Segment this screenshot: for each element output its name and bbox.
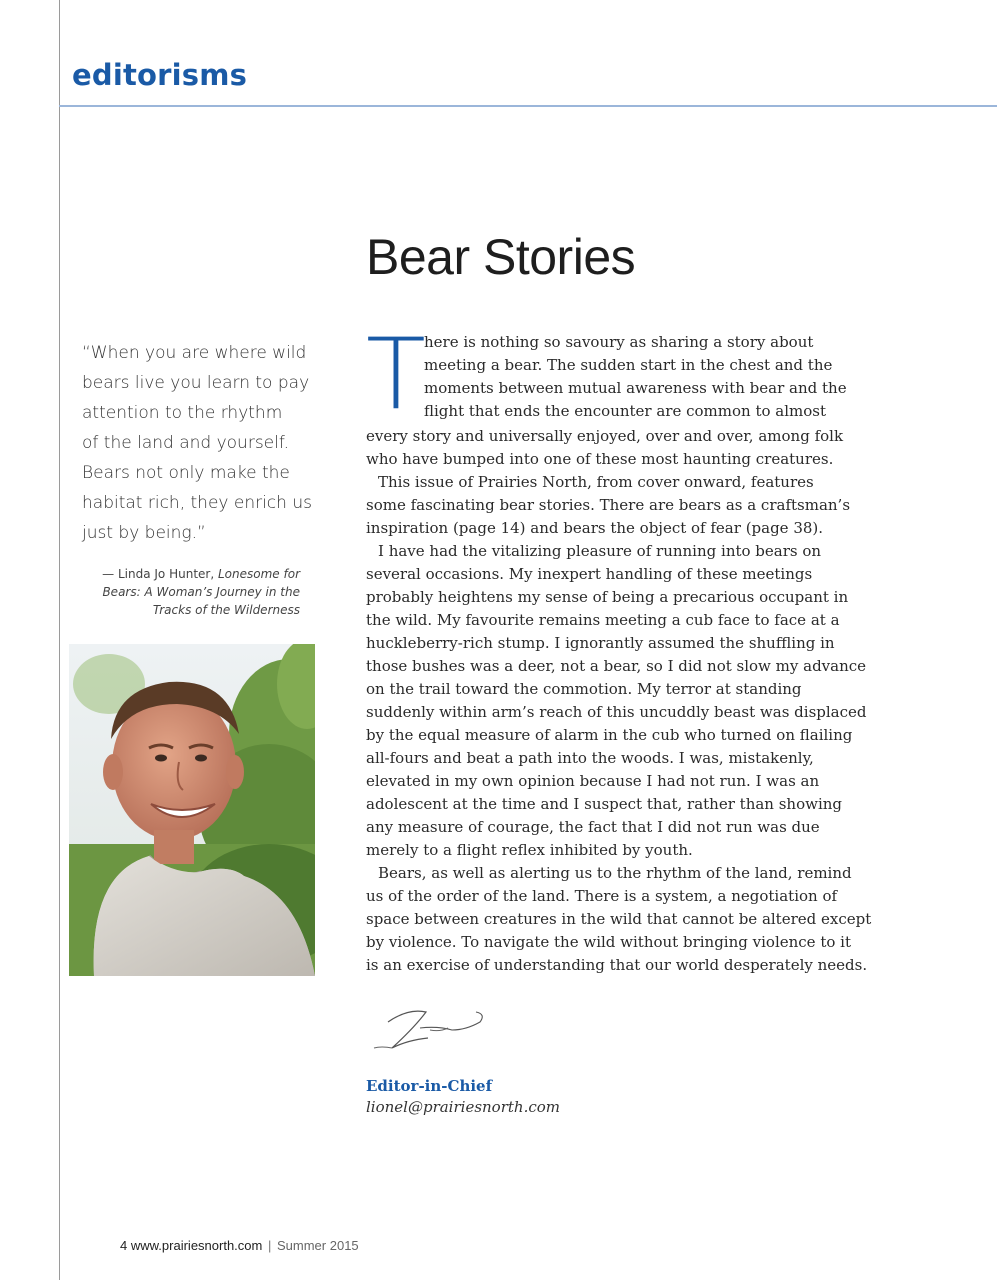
page-number: 4	[120, 1238, 128, 1253]
body-line: is an exercise of understanding that our world desperately needs.	[366, 956, 868, 974]
quote-book-title: Tracks of the Wilderness	[152, 603, 300, 617]
body-line: who have bumped into one of these most haunting creatures.	[366, 450, 834, 468]
body-line: huckleberry-rich stump. I ignorantly assumed the shuffling in	[366, 634, 835, 652]
body-line: any measure of courage, the fact that I did not run was due	[366, 818, 820, 836]
body-line: Bears, as well as alerting us to the rhythm of the land, remind	[378, 864, 852, 882]
signoff-email: lionel@prairiesnorth.com	[366, 1098, 560, 1116]
body-line: here is nothing so savoury as sharing a story about	[424, 333, 814, 351]
body-line: us of the order of the land. There is a system, a negotiation of	[366, 887, 838, 905]
body-line: those bushes was a deer, not a bear, so I did not slow my advance	[366, 657, 867, 675]
body-line: This issue of Prairies North, from cover onward, features	[378, 473, 814, 491]
editor-signature	[368, 1000, 493, 1058]
quote-book-title: Bears: A Woman’s Journey in the	[102, 585, 300, 599]
body-line: moments between mutual awareness with bear and the	[424, 379, 847, 397]
body-line: some fascinating bear stories. There are bears as a craftsman’s	[366, 496, 851, 514]
quote-line: just by being.”	[82, 523, 206, 543]
body-line: probably heightens my sense of being a precarious occupant in	[366, 588, 849, 606]
body-line: the wild. My favourite remains meeting a cub face to face at a	[366, 611, 840, 629]
body-line: on the trail toward the commotion. My terror at standing	[366, 680, 802, 698]
quote-line: of the land and yourself.	[82, 433, 290, 453]
article-title: Bear Stories	[366, 229, 636, 285]
footer-separator: |	[267, 1238, 272, 1253]
quote-author: — Linda Jo Hunter,	[102, 567, 215, 581]
article-paragraph	[366, 862, 872, 977]
section-title: editorisms	[72, 58, 248, 92]
body-line: flight that ends the encounter are common to almost	[424, 402, 827, 420]
footer-issue: Summer 2015	[277, 1238, 359, 1253]
article-paragraph	[366, 318, 866, 471]
body-line: all-fours and beat a path into the woods. I was, mistakenly,	[366, 749, 814, 767]
article-paragraph	[366, 540, 866, 862]
body-line: inspiration (page 14) and bears the object of fear (page 38).	[366, 519, 824, 537]
page-footer	[120, 1238, 359, 1253]
drop-cap: T	[366, 318, 426, 432]
quote-line: Bears not only make the	[82, 463, 290, 483]
footer-website: www.prairiesnorth.com	[130, 1238, 263, 1253]
body-line: suddenly within arm’s reach of this uncuddly beast was displaced	[366, 703, 867, 721]
quote-line: “When you are where wild	[82, 343, 307, 363]
left-margin-rule	[59, 0, 60, 1280]
editor-portrait-photo	[69, 644, 315, 976]
body-line: space between creatures in the wild that cannot be altered except	[366, 910, 872, 928]
pull-quote	[82, 338, 314, 548]
body-line: merely to a flight reflex inhibited by youth.	[366, 841, 693, 859]
article-paragraph	[366, 471, 866, 540]
body-line: meeting a bear. The sudden start in the chest and the	[424, 356, 833, 374]
article-body	[366, 318, 872, 977]
body-line: adolescent at the time and I suspect that, rather than showing	[366, 795, 843, 813]
quote-line: attention to the rhythm	[82, 403, 283, 423]
signoff-role: Editor-in-Chief	[366, 1077, 493, 1095]
body-line: every story and universally enjoyed, over and over, among folk	[366, 427, 844, 445]
body-line: several occasions. My inexpert handling of these meetings	[366, 565, 813, 583]
header-rule	[59, 105, 997, 107]
quote-book-title: Lonesome for	[218, 567, 300, 581]
quote-line: habitat rich, they enrich us	[82, 493, 312, 513]
body-line: elevated in my own opinion because I had not run. I was an	[366, 772, 820, 790]
quote-line: bears live you learn to pay	[82, 373, 310, 393]
body-line: by the equal measure of alarm in the cub who turned on flailing	[366, 726, 853, 744]
body-line: by violence. To navigate the wild without bringing violence to it	[366, 933, 851, 951]
body-line: I have had the vitalizing pleasure of running into bears on	[378, 542, 822, 560]
quote-attribution	[80, 565, 300, 619]
